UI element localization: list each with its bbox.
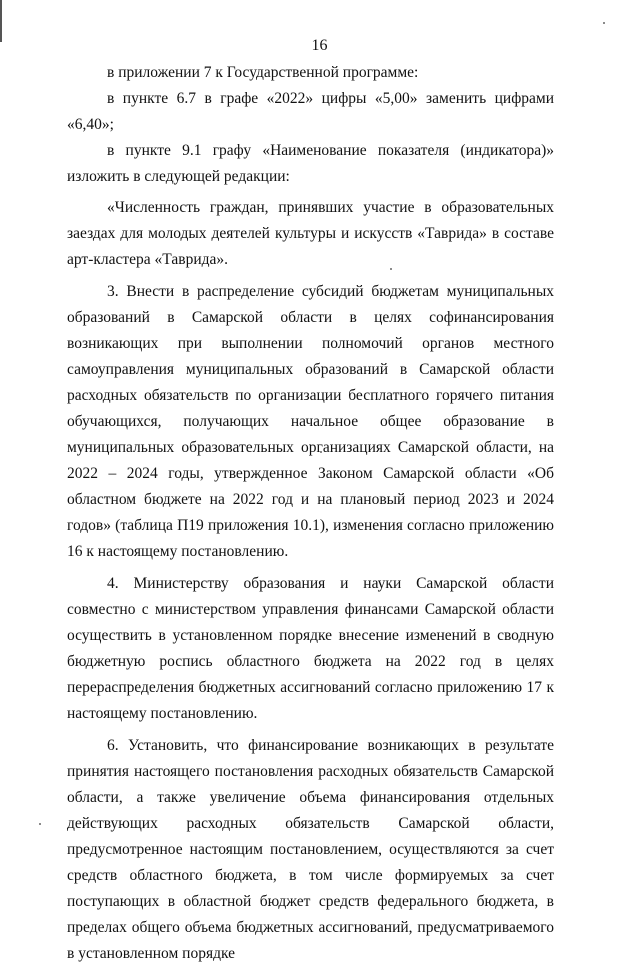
paragraph: 3. Внести в распределение субсидий бюджетам муниципальных образований в Самарской области в целях софинансирования возникающих при выполнении полномочий органов местного самоуправления муниципальных образований в Самарской области расходных обязательств по организации бесплатного горячего питания обучающихся, получающих начальное общее образование в муниципальных образовательных организациях Самарской области, на 2022 – 2024 годы, утвержденное Законом Самарской области «Об областном бюджете на 2022 год и на плановый период 2023 и 2024 годов» (таблица П19 приложения 10.1), изменения согласно приложению 16 к настоящему постановлению. (67, 283, 554, 560)
paragraph: в пункте 9.1 графу «Наименование показателя (индикатора)» изложить в следующей редакции: (67, 142, 554, 185)
scan-edge-mark (0, 0, 2, 42)
document-body (67, 60, 554, 967)
paragraph: в пункте 6.7 в графе «2022» цифры «5,00» заменить цифрами «6,40»; (67, 90, 554, 133)
paragraph: «Численность граждан, принявших участие в образовательных заездах для молодых деятелей культуры и искусств «Таврида» в составе арт-кластера «Таврида». (67, 199, 554, 268)
scan-speck (603, 22, 605, 24)
page-number: 16 (311, 37, 328, 54)
scan-speck (39, 823, 41, 825)
paragraph: 6. Установить, что финансирование возникающих в результате принятия настоящего постановления расходных обязательств Самарской области, а также увеличение объема финансирования отдельных действующих расходных обязательств Самарской области, предусмотренное настоящим постановлением, осуществляются за счет средств областного бюджета, в том числе формируемых за счет поступающих в областной бюджет средств федерального бюджета, в пределах общего объема бюджетных ассигнований, предусматриваемого в установленном порядке (67, 737, 554, 962)
paragraph: в приложении 7 к Государственной программе: (107, 64, 419, 81)
paragraph: 4. Министерству образования и науки Самарской области совместно с министерством управления финансами Самарской области осуществить в установленном порядке внесение изменений в сводную бюджетную роспись областного бюджета на 2022 год в целях перераспределения бюджетных ассигнований согласно приложению 17 к настоящему постановлению. (67, 575, 554, 722)
